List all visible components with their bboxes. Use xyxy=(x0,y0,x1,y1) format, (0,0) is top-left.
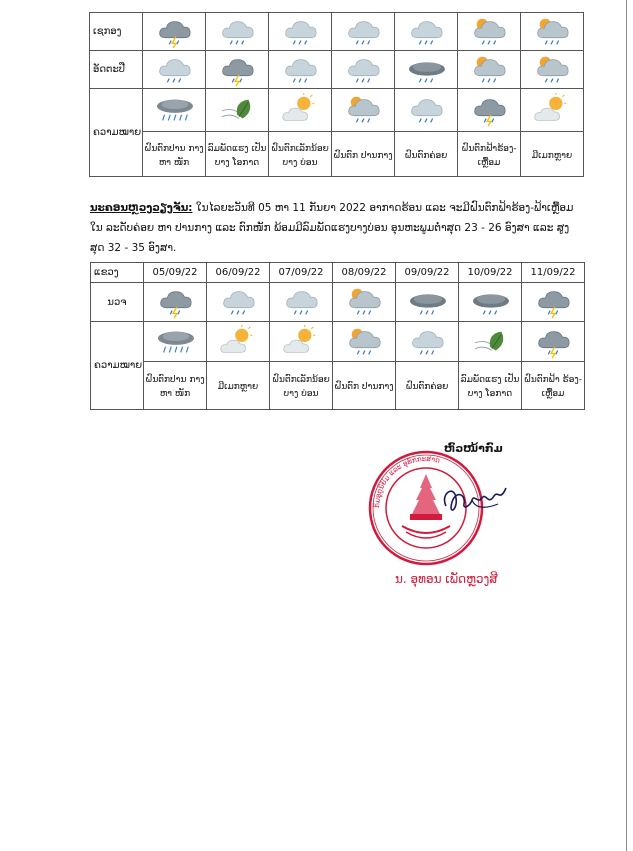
shower-sun-icon xyxy=(532,14,572,50)
weather-cell xyxy=(458,13,521,51)
rain-cloud-icon xyxy=(280,14,320,50)
shower-sun-icon xyxy=(344,284,384,320)
paragraph-body: ໃນໄລຍະວັນທີ 05 ຫາ 11 ກັນຍາ 2022 ອາກາດຮ້ອນ ແລະ ຈະມີຝົນຕົກຟ້າຮ້ອງ-ຟ້າເຫຼື້ອມໃນ ລະດັບຄ່ອຍ ຫາ ປານກາງ ແລະ ຕົກໜັກ ພ້ອມມີລົມພັດແຮງບາງບ່ອນ ອຸນຫະພູມຕ່ຳສຸດ 23 - 26 ອົງສາ ແລະ ສູງ ສຸດ 32 - 35 ອົງສາ. xyxy=(90,202,574,254)
forecast-table-vientiane xyxy=(90,262,585,410)
weather-cell xyxy=(269,51,332,89)
weather-cell xyxy=(521,13,584,51)
weather-cell xyxy=(332,89,395,132)
province-label: ນວຈ xyxy=(91,283,144,322)
date-header: 05/09/22 xyxy=(144,263,207,283)
meaning-text: ຝົນຕົກ ປານກາງ xyxy=(333,362,396,410)
stamp-ring-text: ກົມອຸຕຸນິຍົມ ແລະ ອຸທົກກະສາດ xyxy=(372,454,441,509)
weather-cell xyxy=(395,13,458,51)
weather-cell xyxy=(207,322,270,362)
date-header: 06/09/22 xyxy=(207,263,270,283)
weather-cell xyxy=(269,13,332,51)
meaning-text: ຝົນຕົກ ປານກາງ xyxy=(332,132,395,177)
weather-cell xyxy=(521,89,584,132)
storm-cloud-icon xyxy=(217,52,257,88)
signatory-title: ຫົວໜ້າກົມ xyxy=(444,442,503,455)
heavy-rain-icon xyxy=(154,92,194,128)
weather-cell xyxy=(144,283,207,322)
handwritten-signature xyxy=(436,476,516,526)
weather-cell xyxy=(270,283,333,322)
storm-cloud-icon xyxy=(533,324,573,360)
vientiane-forecast-paragraph xyxy=(90,198,584,258)
date-header: 11/09/22 xyxy=(522,263,585,283)
rain-cloud-icon xyxy=(343,52,383,88)
storm-cloud-icon xyxy=(469,92,509,128)
table-row-vientiane xyxy=(91,283,585,322)
weather-cell xyxy=(206,51,269,89)
meaning-label: ຄວາມໝາຍ xyxy=(90,89,143,177)
weather-cell xyxy=(458,89,521,132)
dark-cloud-icon xyxy=(406,52,446,88)
date-header: 09/09/22 xyxy=(396,263,459,283)
rain-cloud-icon xyxy=(343,14,383,50)
table-row-province-1 xyxy=(90,13,584,51)
shower-sun-icon xyxy=(469,52,509,88)
weather-cell xyxy=(270,322,333,362)
table-row-legend-icons xyxy=(91,322,585,362)
table-row-legend-text xyxy=(90,132,584,177)
table-row-legend-icons xyxy=(90,89,584,132)
dark-cloud-icon xyxy=(470,284,510,320)
weather-cell xyxy=(269,89,332,132)
page-edge xyxy=(626,0,627,851)
province-label: ອັດຕະປື xyxy=(90,51,143,89)
weather-cell xyxy=(396,283,459,322)
shower-sun-icon xyxy=(343,92,383,128)
shower-sun-icon xyxy=(469,14,509,50)
meaning-text: ລົມພັດແຮງ ເປັນບາງ ໂອກາດ xyxy=(206,132,269,177)
weather-cell xyxy=(395,51,458,89)
meaning-text: ຝົນຕົກເລັກນ້ອຍບາງ ບ່ອນ xyxy=(269,132,332,177)
weather-cell xyxy=(143,89,206,132)
table-header-row xyxy=(91,263,585,283)
rain-cloud-icon xyxy=(406,92,446,128)
shower-sun-icon xyxy=(344,324,384,360)
date-header: 10/09/22 xyxy=(459,263,522,283)
weather-cell xyxy=(333,322,396,362)
rain-cloud-icon xyxy=(154,52,194,88)
rain-cloud-icon xyxy=(407,324,447,360)
meaning-text: ມີເມກຫຼາຍ xyxy=(207,362,270,410)
shower-sun-icon xyxy=(532,52,572,88)
rain-cloud-icon xyxy=(217,14,257,50)
meaning-text: ຝົນຕົກຄ່ອຍ xyxy=(396,362,459,410)
weather-cell xyxy=(143,51,206,89)
dark-cloud-icon xyxy=(407,284,447,320)
rain-cloud-icon xyxy=(280,52,320,88)
weather-cell xyxy=(143,13,206,51)
meaning-text: ຝົນຕົກຄ່ອຍ xyxy=(395,132,458,177)
date-header: 08/09/22 xyxy=(333,263,396,283)
signatory-name: ນ. ອຸທອນ ເພັດຫຼວງສີ xyxy=(395,572,498,586)
weather-cell xyxy=(333,283,396,322)
weather-cell xyxy=(459,322,522,362)
wind-leaf-icon xyxy=(470,324,510,360)
weather-cell xyxy=(522,322,585,362)
weather-cell xyxy=(332,51,395,89)
meaning-label: ຄວາມໝາຍ xyxy=(91,322,144,410)
meaning-text: ມີເມກຫຼາຍ xyxy=(521,132,584,177)
rain-cloud-icon xyxy=(281,284,321,320)
storm-cloud-icon xyxy=(154,14,194,50)
table-row-province-2 xyxy=(90,51,584,89)
weather-cell xyxy=(521,51,584,89)
weather-cell xyxy=(332,13,395,51)
paragraph-lead: ນະຄອນຫຼວງວຽງຈັນ: xyxy=(90,202,193,214)
meaning-text: ຝົນຕົກຟ້າຮ້ອງ- ເຫຼື້ອມ xyxy=(458,132,521,177)
rain-cloud-icon xyxy=(218,284,258,320)
meaning-text: ລົມພັດແຮງ ເປັນບາງ ໂອກາດ xyxy=(459,362,522,410)
weather-cell xyxy=(395,89,458,132)
sun-cloud-icon xyxy=(280,92,320,128)
table-row-legend-text xyxy=(91,362,585,410)
meaning-text: ຝົນຕົກປານ ກາງ ຫາ ໜັກ xyxy=(144,362,207,410)
forecast-table-south xyxy=(89,12,584,177)
heavy-rain-icon xyxy=(155,324,195,360)
weather-cell xyxy=(206,13,269,51)
weather-cell xyxy=(458,51,521,89)
sun-cloud-icon xyxy=(218,324,258,360)
storm-cloud-icon xyxy=(533,284,573,320)
rain-cloud-icon xyxy=(406,14,446,50)
sun-cloud-icon xyxy=(281,324,321,360)
weather-cell xyxy=(206,89,269,132)
weather-cell xyxy=(207,283,270,322)
sun-cloud-icon xyxy=(532,92,572,128)
province-header: ແຂວງ xyxy=(91,263,144,283)
date-header: 07/09/22 xyxy=(270,263,333,283)
meaning-text: ຝົນຕົກເລັກນ້ອຍບາງ ບ່ອນ xyxy=(270,362,333,410)
weather-cell xyxy=(459,283,522,322)
storm-cloud-icon xyxy=(155,284,195,320)
weather-cell xyxy=(144,322,207,362)
weather-cell xyxy=(522,283,585,322)
wind-leaf-icon xyxy=(217,92,257,128)
weather-cell xyxy=(396,322,459,362)
meaning-text: ຝົນຕົກຟ້າ ຮ້ອງ-ເຫຼື້ອມ xyxy=(522,362,585,410)
meaning-text: ຝົນຕົກປານ ກາງ ຫາ ໜັກ xyxy=(143,132,206,177)
province-label: ເຊກອງ xyxy=(90,13,143,51)
